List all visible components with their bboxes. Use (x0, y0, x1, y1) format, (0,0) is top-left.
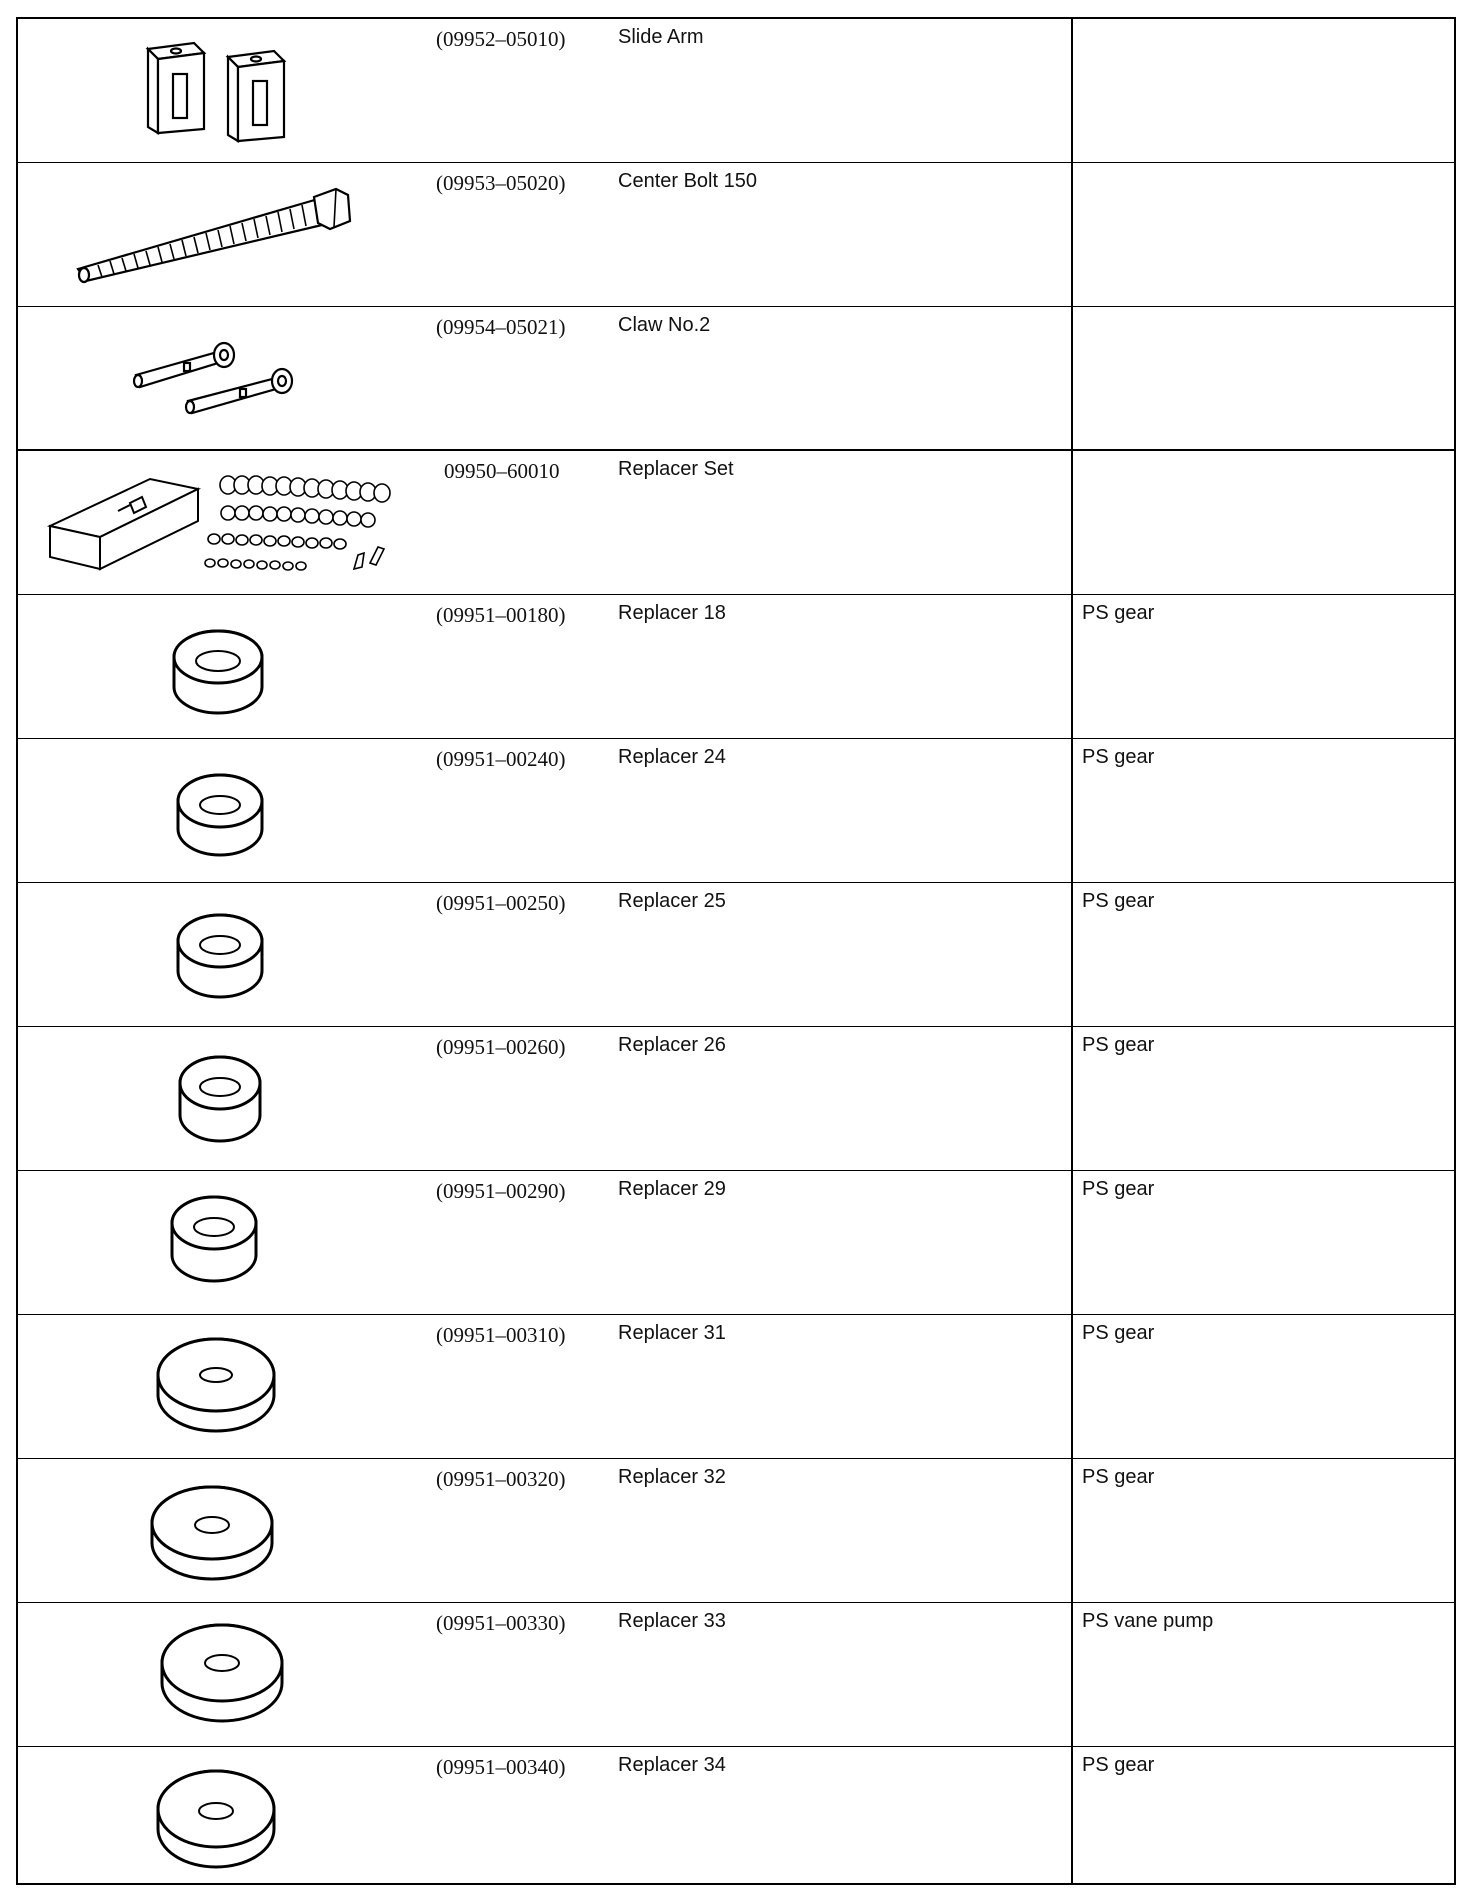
usage-note: PS gear (1082, 890, 1155, 912)
part-name: Replacer 34 (618, 1754, 726, 1776)
part-number: (09951–00340) (436, 1755, 566, 1779)
part-number: (09951–00290) (436, 1179, 566, 1203)
part-name: Claw No.2 (618, 314, 711, 336)
table-row (18, 883, 1454, 1027)
part-number: (09951–00310) (436, 1323, 566, 1347)
part-number: (09954–05021) (436, 315, 566, 339)
replacer-disc-illustration (18, 1459, 418, 1602)
replacer-ring-illustration (18, 739, 418, 882)
usage-note: PS gear (1082, 602, 1155, 624)
part-number: (09951–00180) (436, 603, 566, 627)
replacer-disc-illustration (18, 1747, 418, 1885)
table-row (18, 1747, 1454, 1885)
table-row (18, 19, 1454, 163)
replacer-ring-illustration (18, 883, 418, 1026)
replacer-disc-illustration (18, 1603, 418, 1746)
part-number: (09952–05010) (436, 27, 566, 51)
usage-note: PS gear (1082, 1466, 1155, 1488)
table-row (18, 739, 1454, 883)
center-bolt-illustration (18, 163, 418, 306)
part-name: Replacer 18 (618, 602, 726, 624)
table-row (18, 307, 1454, 451)
claw-illustration (18, 307, 418, 450)
part-number: (09951–00240) (436, 747, 566, 771)
usage-note: PS gear (1082, 1322, 1155, 1344)
table-row (18, 451, 1454, 595)
usage-note: PS gear (1082, 1754, 1155, 1776)
part-number: (09953–05020) (436, 171, 566, 195)
table-row (18, 1315, 1454, 1459)
part-number: (09951–00260) (436, 1035, 566, 1059)
usage-note: PS gear (1082, 1178, 1155, 1200)
part-number: (09951–00330) (436, 1611, 566, 1635)
part-name: Center Bolt 150 (618, 170, 757, 192)
part-name: Replacer 31 (618, 1322, 726, 1344)
part-name: Replacer 33 (618, 1610, 726, 1632)
table-row (18, 1459, 1454, 1603)
part-name: Replacer 26 (618, 1034, 726, 1056)
part-name: Replacer 25 (618, 890, 726, 912)
part-name: Slide Arm (618, 26, 704, 48)
part-number: 09950–60010 (444, 459, 560, 483)
replacer-ring-illustration (18, 1171, 418, 1314)
table-row (18, 1603, 1454, 1747)
part-number: (09951–00320) (436, 1467, 566, 1491)
special-tools-table (16, 17, 1456, 1885)
slide-arm-illustration (18, 19, 418, 162)
table-row (18, 1171, 1454, 1315)
usage-note: PS gear (1082, 1034, 1155, 1056)
table-row (18, 163, 1454, 307)
part-name: Replacer Set (618, 458, 734, 480)
part-name: Replacer 24 (618, 746, 726, 768)
part-number: (09951–00250) (436, 891, 566, 915)
replacer-ring-illustration (18, 1027, 418, 1170)
replacer-disc-illustration (18, 1315, 418, 1458)
usage-note: PS gear (1082, 746, 1155, 768)
part-name: Replacer 32 (618, 1466, 726, 1488)
part-name: Replacer 29 (618, 1178, 726, 1200)
table-row (18, 595, 1454, 739)
usage-note: PS vane pump (1082, 1610, 1214, 1632)
replacer-set-illustration (18, 451, 418, 594)
table-row (18, 1027, 1454, 1171)
replacer-ring-illustration (18, 595, 418, 738)
